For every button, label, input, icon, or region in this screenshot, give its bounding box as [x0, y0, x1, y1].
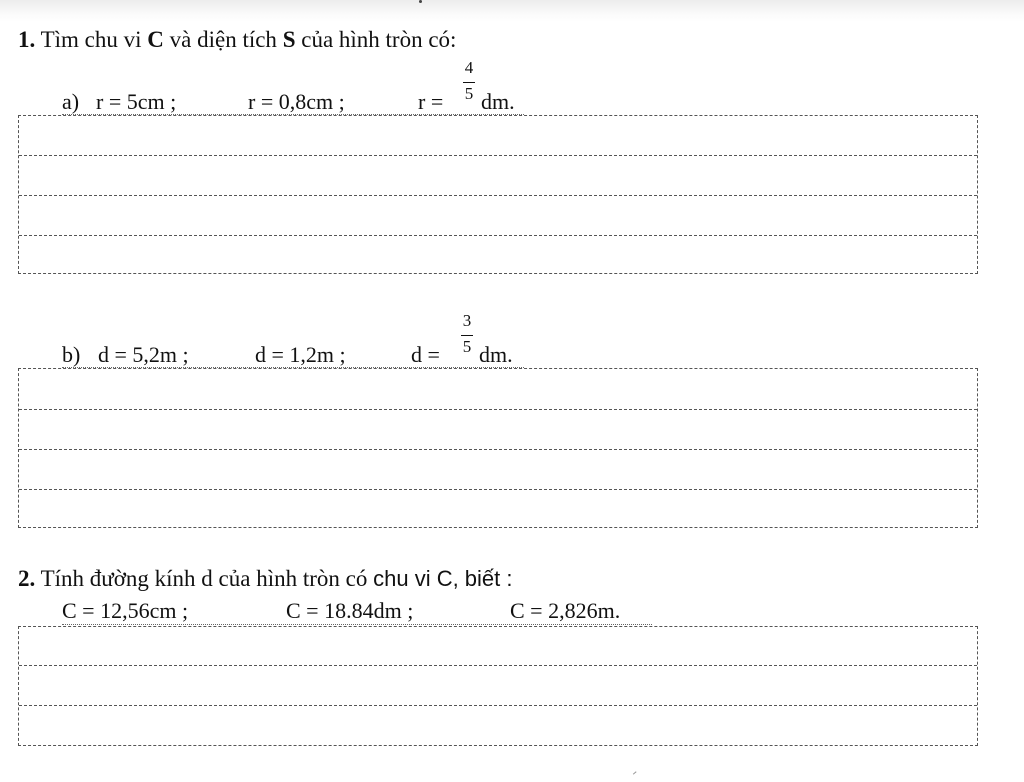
answer-line	[19, 449, 977, 450]
part-a-item-1: r = 5cm ;	[96, 89, 177, 114]
question-2-text-serif: Tính đường kính d của hình tròn có	[35, 566, 374, 591]
part-a-label: a)	[62, 89, 80, 114]
part-b-item-2: d = 1,2m ;	[255, 342, 346, 367]
part-b-answer-box[interactable]	[18, 368, 978, 528]
toolbar-dot	[419, 0, 422, 3]
part-a-item-3-prefix: r =	[418, 89, 444, 114]
part-a-answer-box[interactable]	[18, 115, 978, 274]
question-2-heading	[18, 566, 513, 592]
bottom-mark	[633, 771, 639, 777]
question-1-heading	[18, 27, 456, 53]
question-2-number: 2.	[18, 566, 36, 591]
question-2-text-sans: chu vi C, biết :	[373, 566, 513, 591]
part-b-item-3-suffix: dm.	[479, 342, 513, 367]
question-2-answer-box[interactable]	[18, 626, 978, 746]
part-b-item-1: d = 5,2m ;	[98, 342, 189, 367]
answer-line	[19, 409, 977, 410]
answer-line	[19, 489, 977, 490]
answer-line	[19, 155, 977, 156]
variable-c: C	[147, 27, 164, 52]
question-1-number: 1.	[18, 27, 36, 52]
part-a-fraction-numerator: 4	[464, 58, 474, 77]
part-a-item-3-suffix: dm.	[481, 89, 515, 114]
part-a-item-2: r = 0,8cm ;	[248, 89, 345, 114]
question-1-text-mid: và diện tích	[163, 27, 283, 52]
part-b-fraction-bar	[461, 335, 473, 336]
part-b-item-3-prefix: d =	[411, 342, 440, 367]
part-a-fraction-denominator: 5	[464, 84, 474, 103]
question-2-item-1: C = 12,56cm ;	[62, 598, 189, 623]
question-2-item-3: C = 2,826m.	[510, 598, 621, 623]
part-b-label: b)	[62, 342, 81, 367]
question-1-text-pre: Tìm chu vi	[35, 27, 148, 52]
question-1-text-post: của hình tròn có:	[295, 27, 457, 52]
question-2-dotted-underline	[62, 624, 652, 625]
question-2-item-2: C = 18.84dm ;	[286, 598, 414, 623]
answer-line	[19, 665, 977, 666]
part-b-fraction-denominator: 5	[462, 337, 472, 356]
part-b-fraction-numerator: 3	[462, 311, 472, 330]
top-toolbar-strip	[0, 0, 1024, 22]
answer-line	[19, 705, 977, 706]
variable-s: S	[282, 27, 296, 52]
answer-line	[19, 195, 977, 196]
answer-line	[19, 235, 977, 236]
part-a-fraction-bar	[463, 82, 475, 83]
